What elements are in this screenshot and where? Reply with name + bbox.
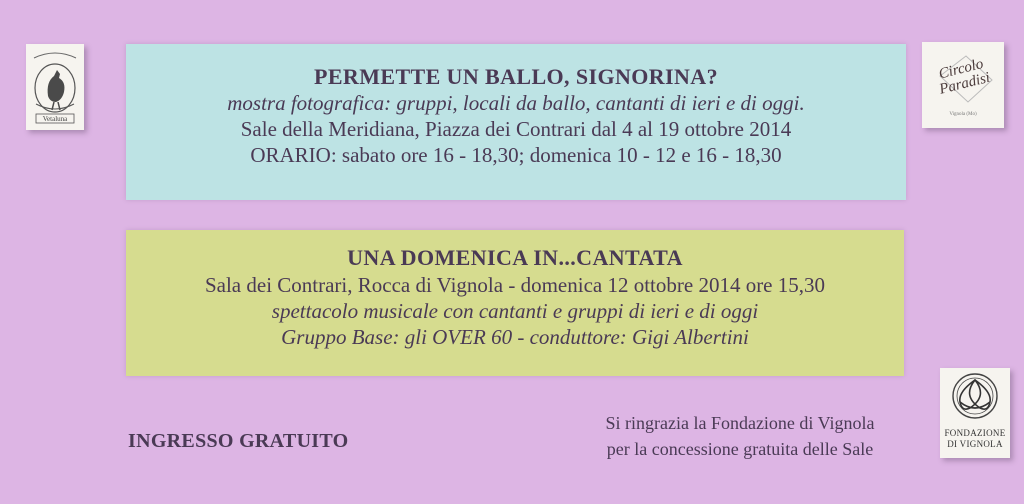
concert-panel — [126, 230, 904, 376]
free-admission-label: INGRESSO GRATUITO — [128, 430, 349, 452]
concert-description: spettacolo musicale con cantanti e gruppi di ieri e di oggi — [271, 299, 759, 323]
thanks-line-2: per la concessione gratuita delle Sale — [606, 439, 874, 459]
exhibition-venue: Sale della Meridiana, Piazza dei Contrari dal 4 al 19 ottobre 2014 — [240, 117, 792, 141]
thanks-line-1: Si ringrazia la Fondazione di Vignola — [605, 413, 875, 433]
vetaluna-label: Vetaluna — [42, 115, 68, 123]
fondazione-label — [940, 428, 1010, 450]
exhibition-panel — [126, 44, 906, 200]
fondazione-line-2: DI VIGNOLA — [947, 439, 1003, 449]
fondazione-line-1: FONDAZIONE — [944, 428, 1006, 438]
exhibition-subtitle: mostra fotografica: gruppi, locali da ballo, cantanti di ieri e di oggi. — [227, 91, 805, 115]
concert-title: UNA DOMENICA IN...CANTATA — [347, 245, 683, 270]
exhibition-hours: ORARIO: sabato ore 16 - 18,30; domenica 10 - 12 e 16 - 18,30 — [250, 143, 782, 167]
concert-performers: Gruppo Base: gli OVER 60 - conduttore: Gigi Albertini — [281, 325, 749, 349]
thanks-note — [560, 410, 920, 462]
circolo-paradisi-logo — [922, 42, 1004, 128]
concert-venue: Sala dei Contrari, Rocca di Vignola - domenica 12 ottobre 2014 ore 15,30 — [204, 273, 826, 297]
fondazione-vignola-logo — [940, 368, 1010, 458]
rooster-emblem-icon — [26, 44, 84, 130]
exhibition-title: PERMETTE UN BALLO, SIGNORINA? — [314, 64, 718, 89]
vetaluna-logo — [26, 44, 84, 130]
circolo-paradisi-location: Vignola (Mo) — [949, 112, 977, 117]
circolo-paradisi-name: Circolo Paradisi — [937, 55, 992, 98]
